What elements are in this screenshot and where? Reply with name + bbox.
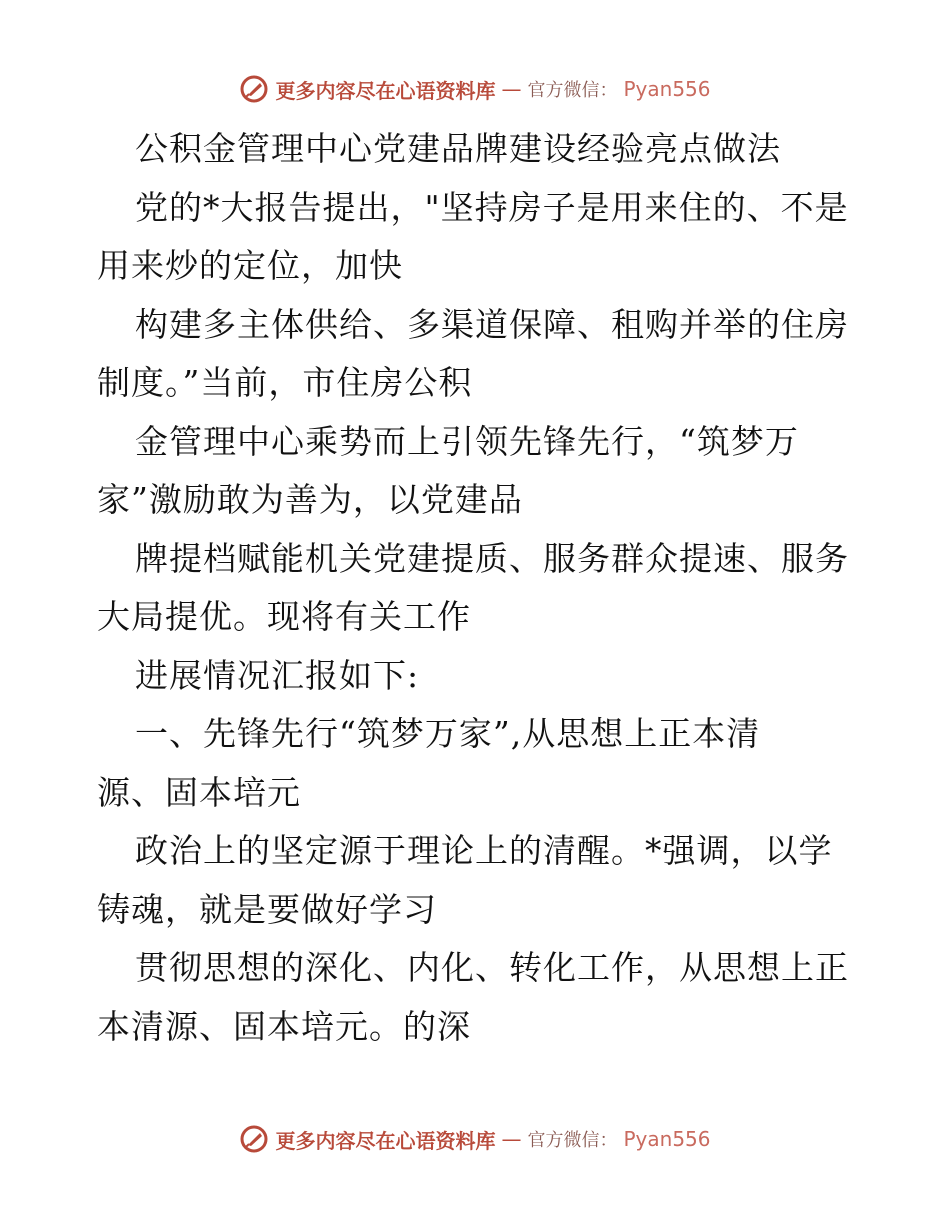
footer-watermark <box>0 1124 950 1154</box>
section-heading-line: 源、固本培元 <box>97 772 301 812</box>
quill-logo-icon <box>239 1124 269 1154</box>
text-line: 构建多主体供给、多渠道保障、租购并举的住房 <box>135 304 849 344</box>
text-line: 党的*大报告提出，"坚持房子是用来住的、不是 <box>135 187 849 227</box>
text-line: 本清源、固本培元。的深 <box>97 1006 471 1046</box>
quill-logo-icon <box>239 74 269 104</box>
text-line: 贯彻思想的深化、内化、转化工作，从思想上正 <box>135 948 849 987</box>
watermark-wechat-label: 官方微信： <box>527 80 618 101</box>
text-line: 大局提优。现将有关工作 <box>97 597 471 636</box>
watermark-wechat-id: Pyan556 <box>623 1127 711 1151</box>
watermark-main-text: 更多内容尽在心语资料库 <box>275 1128 496 1153</box>
section-heading-line: 一、先锋先行“筑梦万家”,从思想上正本清 <box>135 714 761 753</box>
text-line: 制度。”当前，市住房公积 <box>97 363 473 402</box>
text-line: 牌提档赋能机关党建提质、服务群众提速、服务 <box>135 538 849 578</box>
watermark-dash: — <box>501 77 522 101</box>
watermark-main-text: 更多内容尽在心语资料库 <box>275 78 496 103</box>
text-line: 家”激励敢为善为，以党建品 <box>97 480 523 519</box>
watermark-wechat-id: Pyan556 <box>623 77 711 101</box>
text-line: 铸魂，就是要做好学习 <box>97 889 437 929</box>
document-body <box>97 120 857 1056</box>
text-line: 金管理中心乘势而上引领先锋先行，“筑梦万 <box>135 421 799 461</box>
watermark-dash: — <box>501 1127 522 1151</box>
watermark-wechat-label: 官方微信： <box>527 1130 618 1151</box>
text-line: 政治上的坚定源于理论上的清醒。*强调，以学 <box>135 831 833 870</box>
text-line: 进展情况汇报如下: <box>135 655 420 695</box>
text-line: 用来炒的定位，加快 <box>97 246 403 285</box>
text-line: 公积金管理中心党建品牌建设经验亮点做法 <box>135 129 781 168</box>
header-watermark <box>0 74 950 104</box>
